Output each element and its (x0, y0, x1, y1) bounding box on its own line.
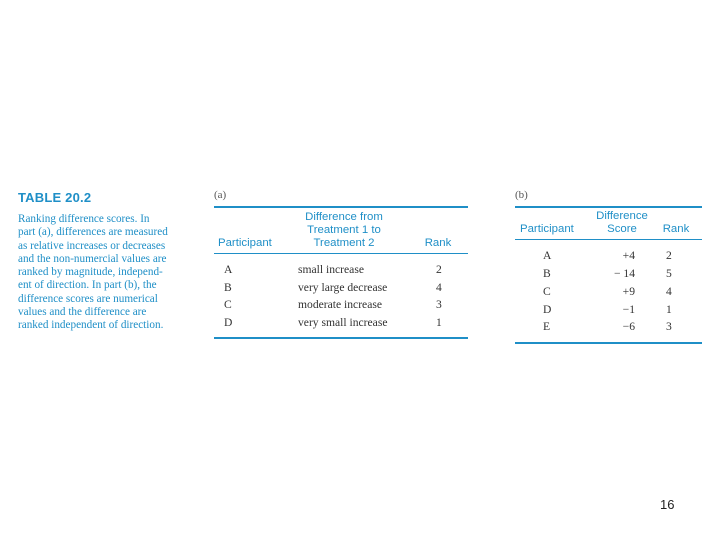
caption-line: ranked by magnitude, independ- (18, 266, 163, 279)
table-a-header-participant: Participant (218, 237, 272, 249)
table-a-header-rule (214, 253, 468, 254)
table-b-header-score: Difference Score (596, 210, 648, 235)
table-b-cell-participant: A (543, 249, 552, 262)
table-a-header-difference: Difference from Treatment 1 to Treatment 2 (305, 211, 383, 249)
table-caption (18, 190, 198, 333)
table-b-cell-participant: D (543, 303, 552, 316)
table-a-cell-participant: B (224, 281, 232, 294)
table-a-top-rule (214, 206, 468, 208)
table-b-cell-score: +9 (622, 285, 635, 298)
table-b-cell-rank: 1 (666, 303, 672, 316)
caption-line: ent of direction. In part (b), the (18, 279, 157, 292)
table-a-cell-difference: moderate increase (298, 298, 383, 311)
caption-line: as relative increases or decreases (18, 239, 166, 252)
caption-line: and the non-numercial values are (18, 252, 167, 265)
table-a-cell-participant: D (224, 316, 233, 329)
table-a-cell-difference: very small increase (298, 316, 388, 329)
caption-line: ranked independent of direction. (18, 319, 164, 332)
table-b-header-rule (515, 239, 702, 240)
caption-line: difference scores are numerical (18, 292, 158, 305)
table-a-header-rank: Rank (424, 237, 452, 249)
caption-text (18, 213, 198, 333)
caption-line: part (a), differences are measured (18, 226, 168, 239)
table-a-cell-difference: small increase (298, 263, 364, 276)
table-b-cell-score: − 14 (613, 267, 635, 280)
table-a-cell-rank: 2 (436, 263, 442, 276)
part-label-a: (a) (214, 189, 227, 201)
table-b-header-participant: Participant (520, 223, 574, 235)
table-b-cell-score: −1 (622, 303, 635, 316)
table-b-cell-score: +4 (622, 249, 635, 262)
caption-line: values and the difference are (18, 306, 147, 319)
table-b-cell-rank: 3 (666, 320, 672, 333)
table-b-header-rank: Rank (662, 223, 690, 235)
table-b-cell-score: −6 (622, 320, 635, 333)
table-b-cell-rank: 5 (666, 267, 672, 280)
table-b-cell-rank: 2 (666, 249, 672, 262)
table-a-cell-participant: C (224, 298, 232, 311)
table-a-cell-rank: 4 (436, 281, 442, 294)
table-a-cell-participant: A (224, 263, 233, 276)
table-b-bottom-rule (515, 342, 702, 344)
table-a-cell-difference: very large decrease (298, 281, 388, 294)
table-a-cell-rank: 1 (436, 316, 442, 329)
table-a-cell-rank: 3 (436, 298, 442, 311)
table-b-cell-participant: C (543, 285, 551, 298)
table-b-cell-participant: B (543, 267, 551, 280)
table-label: TABLE 20.2 (18, 190, 92, 205)
caption-line: Ranking difference scores. In (18, 213, 150, 225)
table-b-cell-rank: 4 (666, 285, 672, 298)
table-b-top-rule (515, 206, 702, 208)
table-a-bottom-rule (214, 337, 468, 339)
table-b-cell-participant: E (543, 320, 551, 333)
page-number: 16 (660, 497, 675, 512)
part-label-b: (b) (515, 189, 528, 201)
